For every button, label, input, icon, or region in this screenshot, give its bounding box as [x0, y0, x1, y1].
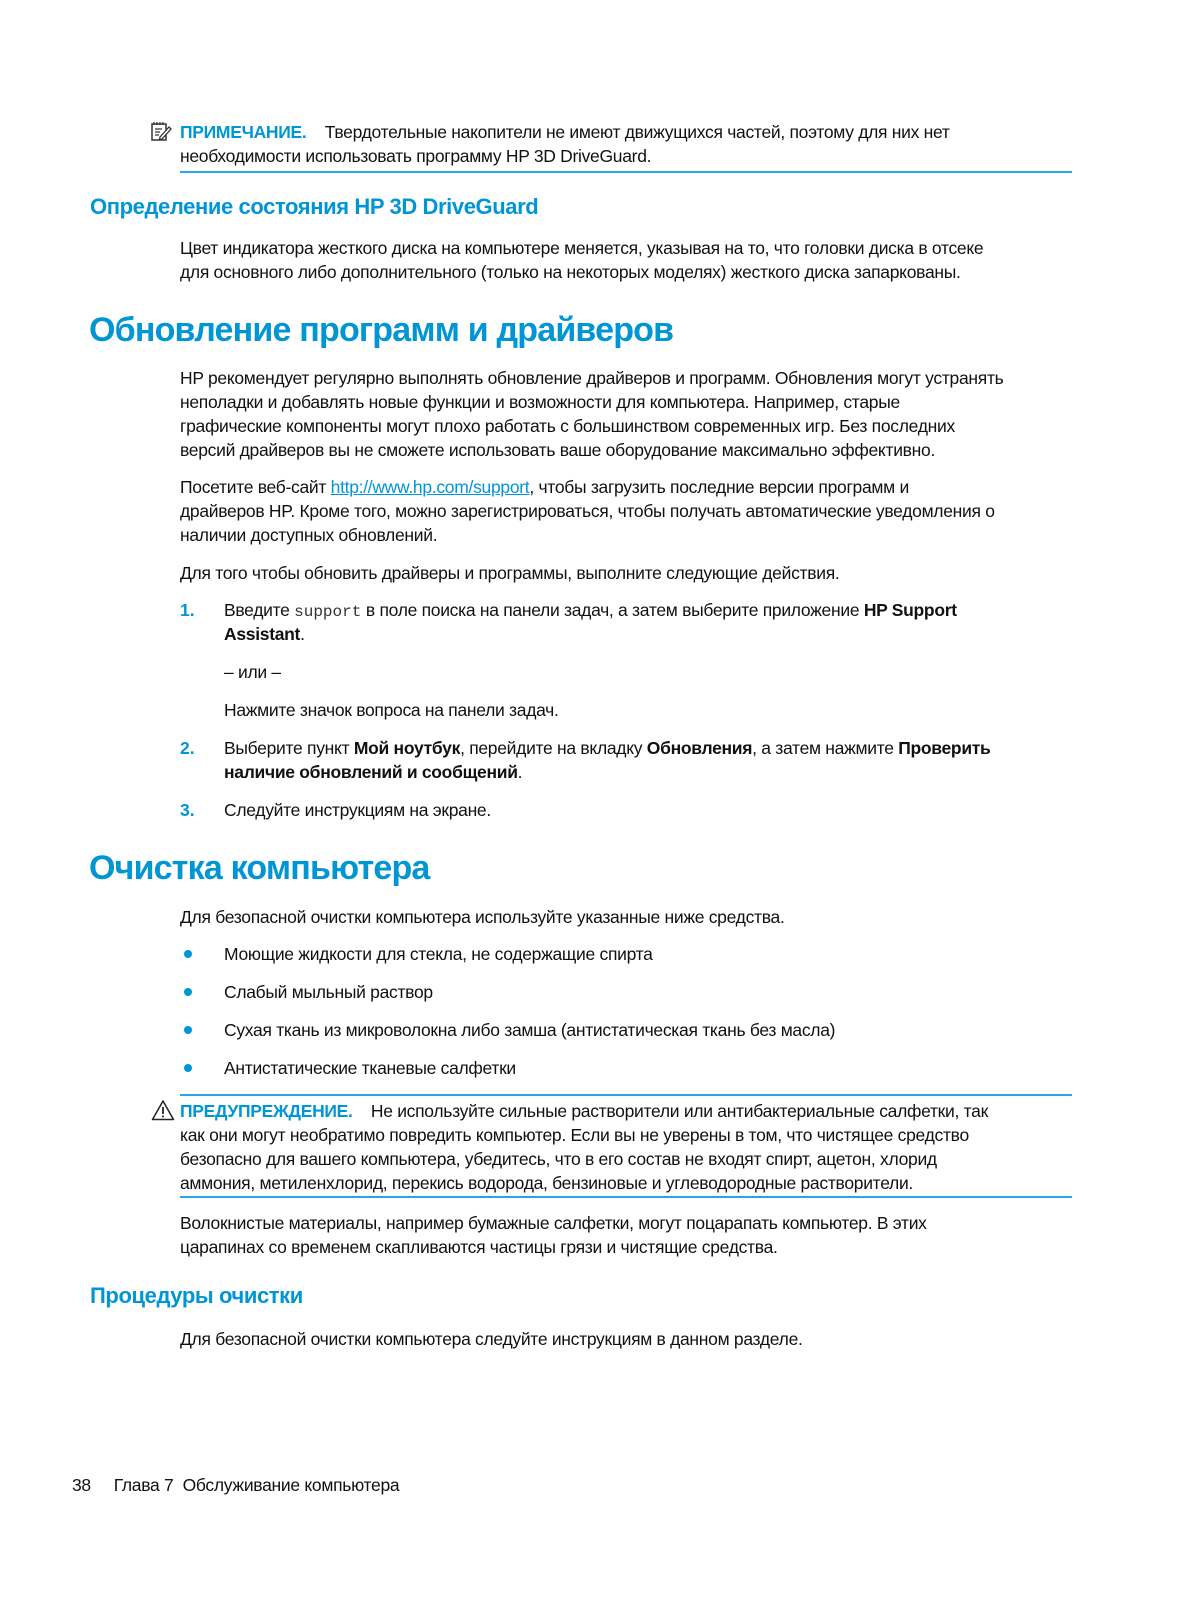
updates-para1-line1: HP рекомендует регулярно выполнять обновление драйверов и программ. Обновления могут устранять — [180, 368, 1004, 388]
bullet-dot — [184, 1026, 192, 1034]
note-divider — [180, 171, 1072, 173]
chapter-label: Глава 7 — [113, 1475, 174, 1495]
updates-para2-line1: Посетите веб-сайт http://www.hp.com/support, чтобы загрузить последние версии программ и — [180, 477, 909, 497]
step-1-number: 1. — [180, 600, 195, 620]
updates-para1-line4: версий драйверов вы не сможете использовать ваше оборудование максимально эффективно. — [180, 440, 936, 460]
procedures-heading: Процедуры очистки — [90, 1283, 303, 1308]
driveguard-heading: Определение состояния HP 3D DriveGuard — [90, 194, 539, 219]
warning-bottom-divider — [180, 1196, 1072, 1198]
updates-para2-line3: наличии доступных обновлений. — [180, 525, 438, 545]
hp-support-link[interactable]: http://www.hp.com/support — [330, 477, 530, 497]
cleaning-bullet-3: Сухая ткань из микроволокна либо замша (антистатическая ткань без масла) — [224, 1020, 836, 1040]
updates-para1-line2: неполадки и добавлять новые функции и возможности для компьютера. Например, старые — [180, 392, 900, 412]
cleaning-bullet-1: Моющие жидкости для стекла, не содержащие спирта — [224, 944, 653, 964]
cleaning-bullet-2: Слабый мыльный раствор — [224, 982, 433, 1002]
note-pencil-icon — [150, 120, 172, 142]
step-1-or: – или – — [224, 662, 281, 682]
cleaning-bullet-4: Антистатические тканевые салфетки — [224, 1058, 516, 1078]
warning-line-4: аммония, метиленхлорид, перекись водорода, бензиновые и углеводородные растворители. — [180, 1173, 913, 1193]
driveguard-text-2: для основного либо дополнительного (только на некоторых моделях) жесткого диска запаркованы. — [180, 262, 961, 282]
cleaning-heading: Очистка компьютера — [89, 849, 430, 887]
note-label: ПРИМЕЧАНИЕ. — [180, 122, 307, 142]
warning-line-3: безопасно для вашего компьютера, убедитесь, что в его состав не входят спирт, ацетон, хлорид — [180, 1149, 937, 1169]
step-1-line2: Assistant. — [224, 624, 305, 644]
warning-line-2: как они могут необратимо повредить компьютер. Если вы не уверены в том, что чистящее средство — [180, 1125, 969, 1145]
step-3-number: 3. — [180, 800, 195, 820]
warning-triangle-icon — [151, 1099, 175, 1121]
updates-para1-line3: графические компоненты могут плохо работать с большинством современных игр. Без последних — [180, 416, 955, 436]
note-icon — [150, 120, 172, 142]
driveguard-text-1: Цвет индикатора жесткого диска на компьютере меняется, указывая на то, что головки диска в отсеке — [180, 238, 984, 258]
step-2-line1: Выберите пункт Мой ноутбук, перейдите на вкладку Обновления, а затем нажмите Проверить — [224, 738, 991, 758]
note-line-1: ПРИМЕЧАНИЕ. Твердотельные накопители не имеют движущихся частей, поэтому для них нет — [180, 122, 950, 142]
warning-top-divider — [180, 1094, 1072, 1096]
step-2-number: 2. — [180, 738, 195, 758]
page-footer — [72, 1473, 399, 1497]
step-1-alt: Нажмите значок вопроса на панели задач. — [224, 700, 559, 720]
cleaning-after-1: Волокнистые материалы, например бумажные салфетки, могут поцарапать компьютер. В этих — [180, 1213, 927, 1233]
updates-para2-line2: драйверов HP. Кроме того, можно зарегистрироваться, чтобы получать автоматические уведомления о — [180, 501, 995, 521]
page-number: 38 — [72, 1475, 91, 1495]
cleaning-intro: Для безопасной очистки компьютера используйте указанные ниже средства. — [180, 907, 785, 927]
bullet-dot — [184, 950, 192, 958]
updates-heading: Обновление программ и драйверов — [89, 311, 674, 349]
step-1-line1: Введите support в поле поиска на панели задач, а затем выберите приложение HP Support — [224, 600, 957, 621]
code-support: support — [294, 603, 362, 621]
warning-line-1: ПРЕДУПРЕЖДЕНИЕ. Не используйте сильные растворители или антибактериальные салфетки, так — [180, 1101, 988, 1121]
warning-label: ПРЕДУПРЕЖДЕНИЕ. — [180, 1101, 353, 1121]
cleaning-after-2: царапинах со временем скапливаются частицы грязи и чистящие средства. — [180, 1237, 778, 1257]
step-3-text: Следуйте инструкциям на экране. — [224, 800, 491, 820]
bullet-dot — [184, 1064, 192, 1072]
updates-para3: Для того чтобы обновить драйверы и программы, выполните следующие действия. — [180, 563, 840, 583]
procedures-text: Для безопасной очистки компьютера следуйте инструкциям в данном разделе. — [180, 1329, 803, 1349]
note-line-2: необходимости использовать программу HP 3D DriveGuard. — [180, 146, 652, 166]
warning-icon — [151, 1099, 175, 1121]
bullet-dot — [184, 988, 192, 996]
chapter-title: Обслуживание компьютера — [182, 1475, 400, 1495]
step-2-line2: наличие обновлений и сообщений. — [224, 762, 523, 782]
